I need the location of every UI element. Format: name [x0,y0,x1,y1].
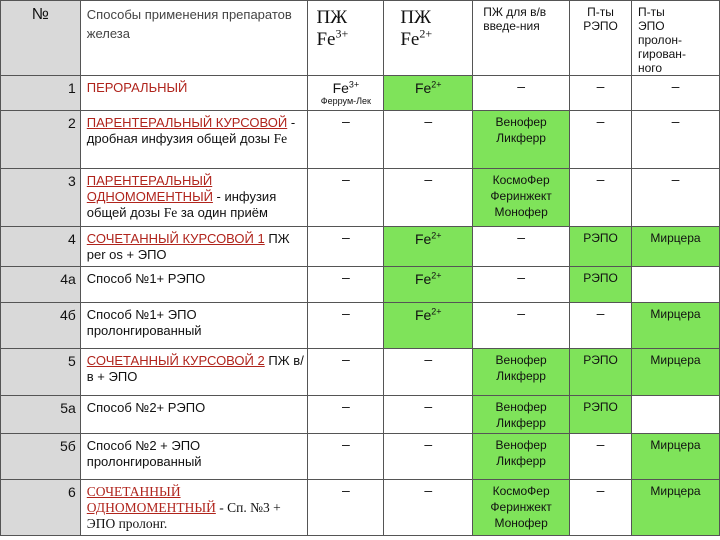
cell-epo: Мирцера [631,480,719,536]
method-text: ПЖ в/в + ЭПО [86,353,304,384]
table-row [1,267,720,303]
table-row [1,76,720,111]
cell-fe3: – [308,396,384,434]
cell-epo: – [631,169,719,227]
method-text: Способ №1+ РЭПО [86,271,206,286]
method-text: - Сп. №3 + ЭПО пролонг. [86,500,281,531]
cell-repo: РЭПО [570,267,632,303]
cell-fe2-sup: 2+ [431,270,442,281]
method-text: Fe [273,131,288,146]
cell-fe2-ion: Fe [414,231,432,247]
table-row [1,396,720,434]
header-repo: П-ты РЭПО [570,1,632,76]
cell-repo: РЭПО [570,396,632,434]
header-fe3-base: ПЖ [316,7,348,28]
cell-fe3 [308,76,384,111]
cell-fe3: – [308,267,384,303]
cell-repo: – [570,434,632,480]
table-row [1,227,720,267]
method-text: СОЧЕТАННЫЙ ОДНОМОМЕНТНЫЙ [86,484,216,515]
row-method [80,267,308,303]
row-method [80,434,308,480]
method-text: за один приём [177,205,268,220]
cell-fe2 [384,76,473,111]
cell-iv: Венофер Ликферр [473,434,570,480]
row-method [80,396,308,434]
row-number: 2 [1,111,81,169]
header-row [1,1,720,76]
cell-repo: – [570,76,632,111]
header-epo: П-ты ЭПО пролон-гирован-ного [631,1,719,76]
cell-fe2-ion: Fe [414,80,432,96]
cell-repo: – [570,111,632,169]
row-method [80,480,308,536]
cell-fe2: – [384,111,473,169]
table-row [1,169,720,227]
method-text: ПАРЕНТЕРАЛЬНЫЙ ОДНОМОМЕНТНЫЙ [86,173,213,204]
header-fe2-ion: Fe [400,29,420,50]
cell-iv: Венофер Ликферр [473,396,570,434]
cell-epo: – [631,111,719,169]
header-num: № [1,1,81,76]
cell-fe3: – [308,111,384,169]
row-number: 1 [1,76,81,111]
cell-repo: – [570,169,632,227]
cell-fe2-sup: 2+ [431,230,442,241]
cell-iv: – [473,267,570,303]
cell-fe3: – [308,349,384,396]
cell-iv: КосмоФер Феринжект Монофер [473,169,570,227]
header-fe3-ion: Fe [316,29,336,50]
row-number: 6 [1,480,81,536]
cell-fe3: – [308,480,384,536]
cell-fe3-sup: 3+ [348,79,360,90]
table-row [1,303,720,349]
cell-fe3: – [308,169,384,227]
header-fe2-base: ПЖ [400,7,432,28]
cell-epo: Мирцера [631,434,719,480]
row-method [80,111,308,169]
row-method [80,76,308,111]
cell-epo: Мирцера [631,349,719,396]
method-text: Fe [163,205,178,220]
row-method [80,169,308,227]
method-text: Способ №1+ ЭПО пролонгированный [86,307,202,338]
cell-iv: – [473,227,570,267]
cell-iv: Венофер Ликферр [473,349,570,396]
header-fe2 [384,1,473,76]
cell-fe3-brand: Феррум-Лек [320,96,371,106]
method-text: ПЕРОРАЛЬНЫЙ [86,80,188,95]
cell-fe3-ion: Fe [332,80,349,96]
cell-fe3: – [308,434,384,480]
header-iv: ПЖ для в/в введе-ния [473,1,570,76]
row-number: 5 [1,349,81,396]
method-text: - дробная инфузия общей дозы [86,115,296,146]
cell-iv: – [473,76,570,111]
cell-fe2-ion: Fe [414,307,432,323]
cell-fe3: – [308,227,384,267]
header-fe3-sup: 3+ [335,26,349,41]
row-method [80,303,308,349]
table-row [1,480,720,536]
row-number: 5б [1,434,81,480]
cell-epo: Мирцера [631,303,719,349]
cell-fe2: – [384,434,473,480]
cell-fe2: – [384,169,473,227]
method-text: - инфузия общей дозы [86,189,277,220]
cell-fe2 [384,227,473,267]
row-number: 4 [1,227,81,267]
cell-fe2: – [384,480,473,536]
method-text: Способ №2 + ЭПО пролонгированный [86,438,202,469]
cell-fe2: – [384,396,473,434]
header-fe3 [308,1,384,76]
header-fe2-sup: 2+ [419,26,433,41]
method-text: СОЧЕТАННЫЙ КУРСОВОЙ 2 [86,353,265,368]
cell-epo: – [631,76,719,111]
cell-epo: Мирцера [631,227,719,267]
row-number: 3 [1,169,81,227]
cell-fe2 [384,267,473,303]
cell-repo: РЭПО [570,227,632,267]
table-row [1,349,720,396]
cell-fe2-sup: 2+ [431,79,442,90]
row-number: 4б [1,303,81,349]
cell-fe2: – [384,349,473,396]
cell-repo: – [570,303,632,349]
cell-iv: – [473,303,570,349]
cell-repo: РЭПО [570,349,632,396]
row-number: 4а [1,267,81,303]
cell-fe3: – [308,303,384,349]
cell-fe2-ion: Fe [414,271,432,287]
table-row [1,111,720,169]
row-number: 5а [1,396,81,434]
cell-epo [631,267,719,303]
cell-epo [631,396,719,434]
row-method [80,349,308,396]
cell-iv: КосмоФер Феринжект Монофер [473,480,570,536]
method-text: Способ №2+ РЭПО [86,400,206,415]
cell-fe2 [384,303,473,349]
cell-fe2-sup: 2+ [431,306,442,317]
method-text: ПЖ per os + ЭПО [86,231,290,262]
table-row [1,434,720,480]
header-method: Способы применения препаратов железа [80,1,308,76]
cell-iv: Венофер Ликферр [473,111,570,169]
method-text: ПАРЕНТЕРАЛЬНЫЙ КУРСОВОЙ [86,115,288,130]
method-text: СОЧЕТАННЫЙ КУРСОВОЙ 1 [86,231,265,246]
row-method [80,227,308,267]
cell-repo: – [570,480,632,536]
